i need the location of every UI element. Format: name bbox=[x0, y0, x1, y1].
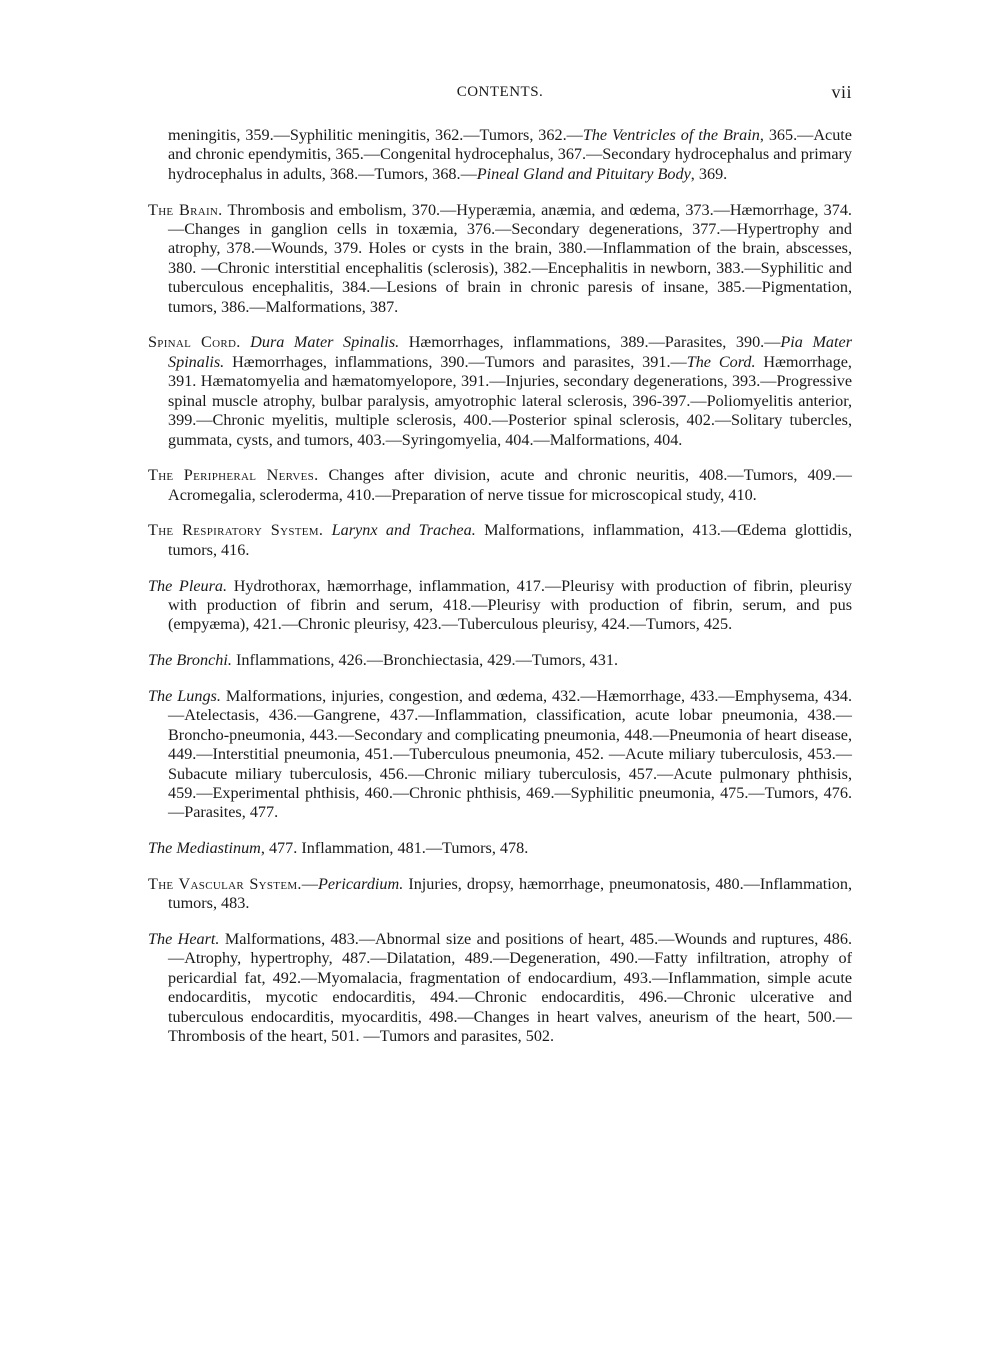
section-heading: The Respiratory System. bbox=[148, 521, 324, 540]
running-head-title: CONTENTS. bbox=[456, 84, 544, 100]
entry-text: meningitis, 359.—Syphilitic meningitis, 362.—Tumors, 362.— bbox=[168, 126, 583, 144]
subsection-title: Pineal Gland and Pituitary Body bbox=[476, 164, 691, 183]
toc-entry-spinal-cord bbox=[148, 333, 852, 450]
subsection-heading: The Bronchi. bbox=[148, 651, 232, 670]
entry-text bbox=[241, 333, 251, 351]
entry-text: Inflammations, 426.—Bronchiectasia, 429.—Tumors, 431. bbox=[231, 651, 619, 670]
toc-entry-vascular-system bbox=[148, 875, 852, 914]
toc-entry-bronchi bbox=[148, 651, 852, 670]
page-number: vii bbox=[831, 82, 852, 102]
toc-entry-the-brain bbox=[148, 201, 852, 318]
entry-text: Hydrothorax, hæmorrhage, inflammation, 417.—Pleurisy with production of fibrin, pleurisy with production of fibrin and serum, 418.—Pleurisy with production of fibrin, serum, and pus (empyæma), 421.—Chronic pleurisy, 423.—Tuberculous pleurisy, 424.—Tumors, 425. bbox=[168, 576, 852, 634]
entry-text: — bbox=[301, 874, 318, 893]
entry-text: Malformations, 483.—Abnormal size and positions of heart, 485.—Wounds and ruptures, 486.—Atrophy, hypertrophy, 487.—Dilatation, 489.—Degeneration, 490.—Fatty infiltration, atrophy of pericardial fat, 492.—Myomalacia, fragmentation of endocardium, 493.—Inflammation, simple acute endocarditis, mycotic endocarditis, 494.—Chronic endocarditis, 496.—Chronic ulcerative and tuberculous endocarditis, myocarditis, 498.—Changes in heart valves, aneurism of the heart, 500.—Thrombosis of the heart, 501. —Tumors and parasites, 502. bbox=[168, 929, 852, 1046]
section-heading: The Brain. bbox=[148, 200, 223, 219]
entry-text: Thrombosis and embolism, 370.—Hyperæmia, anæmia, and œdema, 373.—Hæmorrhage, 374.—Changes in ganglion cells in toxæmia, 376.—Secondary degenerations, 377.—Hypertrophy and atrophy, 378.—Wounds, 379. Holes or cysts in the brain, 380.—Inflammation of the brain, abscesses, 380. —Chronic interstitial encephalitis (sclerosis), 382.—Encephalitis in newborn, 383.—Syphilitic and tuberculous encephalitis, 384.—Lesions of brain in chronic paresis of insane, 385.—Pigmentation, tumors, 386.—Malformations, 387. bbox=[168, 200, 852, 316]
entry-text: Hæmorrhage, 391. Hæmatomyelia and hæmatomyelopore, 391.—Injuries, secondary degenerations, 393.—Progressive spinal muscle atrophy, bulbar paralysis, amyotrophic lateral sclerosis, 396-397.—Poliomyelitis anterior, 399.—Chronic myelitis, multiple sclerosis, 400.—Posterior spinal sclerosis, 402.—Solitary tubercles, gummata, cysts, and tumors, 403.—Syringomyelia, 404.—Malformations, 404. bbox=[168, 352, 852, 449]
contents-entries bbox=[148, 126, 852, 1047]
subsection-title: Dura Mater Spinalis. bbox=[250, 333, 400, 352]
entry-text: , 369. bbox=[690, 164, 728, 183]
entry-text: Malformations, inflammation, 413.—Œdema glottidis, tumors, 416. bbox=[168, 521, 853, 559]
entry-text: Hæmorrhages, inflammations, 390.—Tumors and parasites, 391.— bbox=[224, 352, 687, 371]
toc-entry-lungs bbox=[148, 687, 852, 823]
toc-entry-peripheral-nerves bbox=[148, 466, 852, 505]
subsection-heading: The Lungs. bbox=[148, 686, 221, 705]
subsection-title: Pia Mater Spinalis. bbox=[168, 333, 853, 371]
entry-text: , 477. Inflammation, 481.—Tumors, 478. bbox=[260, 839, 529, 858]
section-heading: Spinal Cord. bbox=[148, 333, 241, 352]
subsection-heading: The Pleura. bbox=[148, 576, 228, 595]
subsection-title: The Ventricles of the Brain bbox=[582, 126, 760, 144]
entry-text: Changes after division, acute and chronic neuritis, 408.—Tumors, 409.—Acromegalia, scleroderma, 410.—Preparation of nerve tissue for microscopical study, 410. bbox=[168, 466, 852, 504]
toc-entry-pleura bbox=[148, 577, 852, 635]
subsection-title: The Cord. bbox=[686, 352, 756, 371]
toc-entry-respiratory-system bbox=[148, 521, 852, 560]
subsection-title: Larynx and Trachea. bbox=[331, 521, 476, 540]
running-head bbox=[148, 84, 852, 108]
entry-text: Hæmorrhages, inflammations, 389.—Parasites, 390.— bbox=[399, 333, 781, 352]
section-heading: The Peripheral Nerves. bbox=[148, 466, 319, 485]
contents-page bbox=[148, 84, 852, 1053]
section-heading: The Vascular System. bbox=[148, 874, 302, 893]
toc-entry-heart bbox=[148, 930, 852, 1047]
entry-text bbox=[323, 521, 331, 539]
entry-text: Injuries, dropsy, hæmorrhage, pneumonatosis, 480.—Inflammation, tumors, 483. bbox=[168, 874, 852, 913]
subsection-heading: The Mediastinum bbox=[148, 839, 261, 858]
toc-entry-mediastinum bbox=[148, 839, 852, 858]
subsection-title: Pericardium. bbox=[317, 874, 404, 893]
entry-text: Malformations, injuries, congestion, and œdema, 432.—Hæmorrhage, 433.—Emphysema, 434.—Atelectasis, 436.—Gangrene, 437.—Inflammation, classification, acute lobar pneumonia, 438.—Broncho-pneumonia, 443.—Secondary and complicating pneumonia, 448.—Pneumonia of heart disease, 449.—Interstitial pneumonia, 451.—Tuberculous pneumonia, 452. —Acute miliary tuberculosis, 453.—Subacute miliary tuberculosis, 456.—Chronic miliary tuberculosis, 457.—Acute pulmonary phthisis, 459.—Experimental phthisis, 460.—Chronic phthisis, 469.—Syphilitic pneumonia, 475.—Tumors, 476.—Parasites, 477. bbox=[168, 686, 852, 822]
subsection-heading: The Heart. bbox=[148, 929, 220, 948]
entry-text: , 365.—Acute and chronic ependymitis, 365.—Congenital hydrocephalus, 367.—Secondary hydrocephalus and primary hydrocephalus in adults, 368.—Tumors, 368.— bbox=[168, 126, 852, 183]
toc-entry-brain-continuation bbox=[148, 126, 852, 184]
